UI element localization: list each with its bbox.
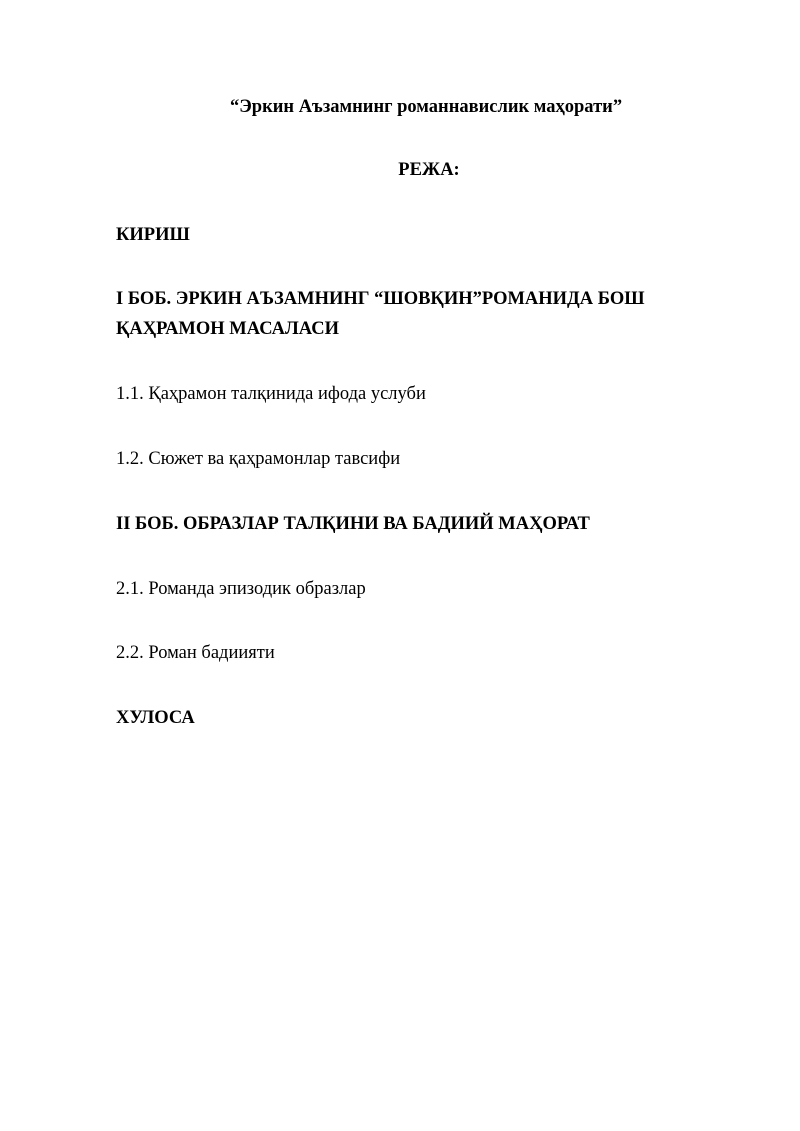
subsection-2-2: 2.2. Роман бадиияти: [116, 643, 275, 663]
document-title: “Эркин Аъзамнинг романнавислик маҳорати”: [230, 97, 623, 117]
section-introduction: КИРИШ: [116, 225, 190, 245]
chapter-1-heading-line-2: ҚАҲРАМОН МАСАЛАСИ: [116, 319, 339, 339]
chapter-2-heading: II БОБ. ОБРАЗЛАР ТАЛҚИНИ ВА БАДИИЙ МАҲОРАТ: [116, 514, 590, 534]
chapter-1-heading-line-1: I БОБ. ЭРКИН АЪЗАМНИНГ “ШОВҚИН”РОМАНИДА БОШ: [116, 289, 645, 309]
subsection-2-1: 2.1. Романда эпизодик образлар: [116, 579, 366, 599]
section-conclusion: ХУЛОСА: [116, 708, 195, 728]
subsection-1-2: 1.2. Сюжет ва қаҳрамонлар тавсифи: [116, 449, 401, 469]
subsection-1-1: 1.1. Қаҳрамон талқинида ифода услуби: [116, 384, 426, 404]
plan-heading: РЕЖА:: [398, 160, 460, 180]
